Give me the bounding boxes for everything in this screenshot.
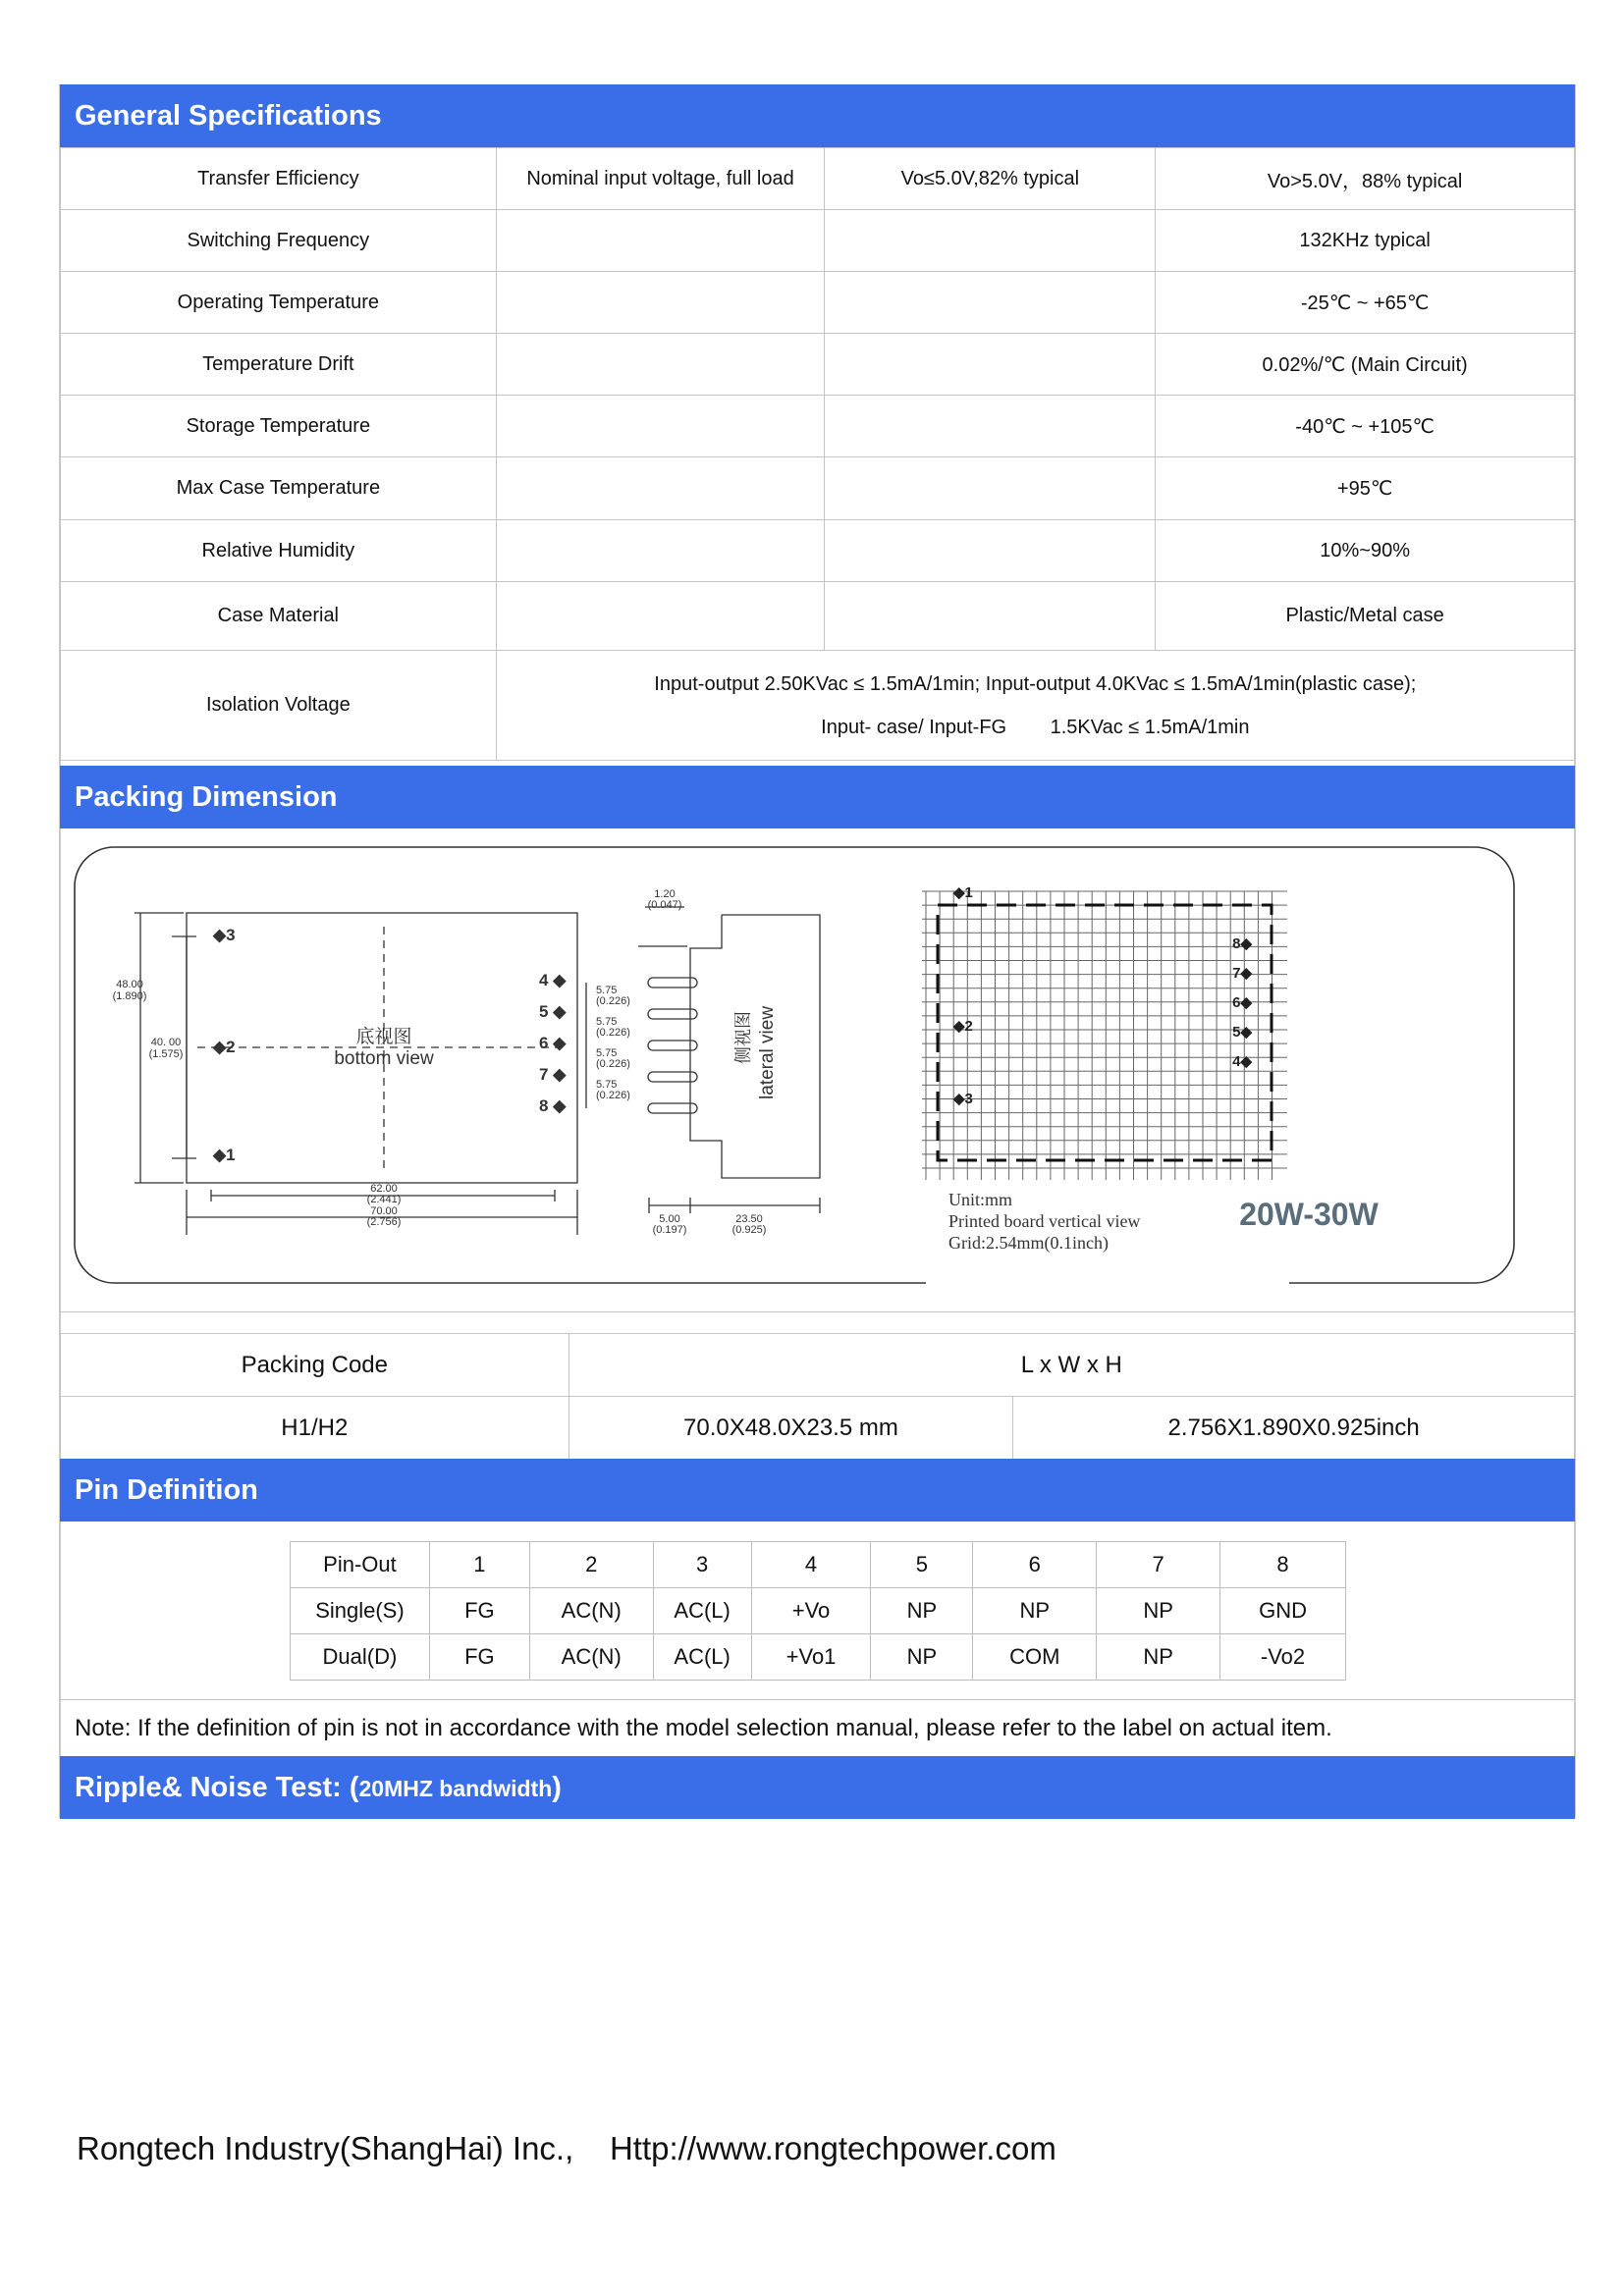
spec-value: -25℃ ~ +65℃: [1156, 272, 1575, 334]
pin-cell: +Vo1: [751, 1634, 871, 1681]
pin-row: [291, 1588, 1346, 1634]
spec-value: [496, 210, 825, 272]
ripple-title: Ripple& Noise Test: (: [75, 1772, 359, 1803]
spec-value: [496, 334, 825, 396]
pin-7-label: 7 ◆: [539, 1065, 567, 1084]
pitch-3-in: (0.226): [596, 1058, 630, 1070]
isolation-line-1: Input-output 2.50KVac ≤ 1.5mA/1min; Input-output 4.0KVac ≤ 1.5mA/1min(plastic case);: [654, 672, 1417, 695]
unit-text: Unit:mm: [948, 1190, 1013, 1209]
pin-4-label: 4 ◆: [539, 971, 567, 989]
spec-value: [825, 457, 1156, 520]
spec-value: [825, 334, 1156, 396]
pin-1-label: ◆1: [213, 1146, 236, 1164]
spec-row: [61, 457, 1575, 520]
pin-row: [291, 1634, 1346, 1681]
spec-value: 10%~90%: [1156, 520, 1575, 582]
ripple-noise-heading: [60, 1756, 1575, 1819]
spec-value: -40℃ ~ +105℃: [1156, 396, 1575, 457]
pin-header-row: [291, 1542, 1346, 1588]
pin-8-label: 8 ◆: [539, 1096, 567, 1115]
pin-cell: Dual(D): [291, 1634, 430, 1681]
lwh-header: L x W x H: [568, 1334, 1574, 1397]
grid-pin-label: 8◆: [1232, 935, 1252, 952]
spec-value: [825, 396, 1156, 457]
spec-value: Vo>5.0V，88% typical: [1156, 148, 1575, 210]
section-divider: [60, 1311, 1575, 1312]
spec-value: 132KHz typical: [1156, 210, 1575, 272]
dim-70-in: (2.756): [366, 1216, 402, 1228]
grid-pin-label: 7◆: [1232, 965, 1252, 982]
packing-mm-value: 70.0X48.0X23.5 mm: [568, 1397, 1013, 1460]
pin-cell: 7: [1097, 1542, 1220, 1588]
pin-note: Note: If the definition of pin is not in accordance with the model selection manual, please refer to the label on actual item.: [60, 1699, 1575, 1756]
bottom-view: [135, 913, 577, 1235]
lateral-view-cn: 侧视图: [733, 1011, 753, 1064]
spec-row: [61, 272, 1575, 334]
pin-cell: FG: [429, 1634, 529, 1681]
spec-value: [496, 582, 825, 651]
dim-48: 48.00: [116, 979, 143, 990]
model-range: 20W-30W: [1239, 1197, 1379, 1232]
spec-row: [61, 396, 1575, 457]
pin-cell: COM: [973, 1634, 1097, 1681]
spec-row: [61, 520, 1575, 582]
pin-cell: +Vo: [751, 1588, 871, 1634]
pin-cell: 1: [429, 1542, 529, 1588]
bottom-view-en: bottom view: [334, 1048, 434, 1069]
pitch-1: 5.75: [596, 985, 618, 996]
pin-cell: Pin-Out: [291, 1542, 430, 1588]
pin-cell: FG: [429, 1588, 529, 1634]
spec-value: [496, 457, 825, 520]
dim-48-in: (1.890): [112, 990, 147, 1002]
pin-cell: 3: [653, 1542, 751, 1588]
pin-cell: NP: [1097, 1634, 1220, 1681]
spec-value: [496, 272, 825, 334]
pin-cell: AC(N): [529, 1634, 653, 1681]
spec-value: [496, 396, 825, 457]
ripple-close: ): [552, 1772, 562, 1803]
spec-row-isolation: [61, 651, 1575, 761]
grid-pin-label: ◆1: [953, 884, 973, 901]
pin-cell: 5: [871, 1542, 973, 1588]
isolation-line-2: Input- case/ Input-FG 1.5KVac ≤ 1.5mA/1min: [821, 716, 1250, 738]
general-spec-table: [60, 147, 1575, 761]
spec-label: Storage Temperature: [61, 396, 497, 457]
spec-label: Case Material: [61, 582, 497, 651]
spec-value: [825, 210, 1156, 272]
dim-62: 62.00: [370, 1183, 398, 1195]
spec-value: Plastic/Metal case: [1156, 582, 1575, 651]
pin-2-label: ◆2: [213, 1038, 236, 1056]
footer: [77, 2130, 1056, 2167]
dim-40-in: (1.575): [148, 1048, 184, 1060]
dim-70: 70.00: [370, 1205, 398, 1217]
pin-cell: AC(L): [653, 1634, 751, 1681]
packing-dimension-heading: Packing Dimension: [60, 766, 1575, 828]
pin-3-label: ◆3: [213, 926, 236, 944]
spec-label: Isolation Voltage: [61, 651, 497, 761]
spec-label: Switching Frequency: [61, 210, 497, 272]
packing-drawing: [74, 846, 1517, 1286]
isolation-value: [496, 651, 1574, 761]
pin-cell: NP: [871, 1588, 973, 1634]
spec-label: Relative Humidity: [61, 520, 497, 582]
pitch-4-in: (0.226): [596, 1090, 630, 1101]
dim-40: 40. 00: [150, 1037, 182, 1048]
packing-inch-value: 2.756X1.890X0.925inch: [1013, 1397, 1575, 1460]
spec-label: Transfer Efficiency: [61, 148, 497, 210]
pcb-outline: [938, 905, 1272, 1160]
dim-62-in: (2.441): [366, 1194, 402, 1205]
pin-cell: 2: [529, 1542, 653, 1588]
grid-pin-label: 5◆: [1232, 1024, 1252, 1041]
pin-cell: NP: [973, 1588, 1097, 1634]
pitch-2-in: (0.226): [596, 1027, 630, 1039]
spec-value: 0.02%/℃ (Main Circuit): [1156, 334, 1575, 396]
spec-value: Nominal input voltage, full load: [496, 148, 825, 210]
dim-23-5: 23.50: [735, 1213, 763, 1225]
spec-row: [61, 148, 1575, 210]
bottom-view-cn: 底视图: [355, 1027, 412, 1047]
footer-url[interactable]: Http://www.rongtechpower.com: [609, 2130, 1056, 2166]
dim-5-in: (0.197): [652, 1224, 687, 1236]
pin-cell: 8: [1220, 1542, 1346, 1588]
footer-company: Rongtech Industry(ShangHai) Inc.,: [77, 2130, 574, 2166]
pitch-1-in: (0.226): [596, 995, 630, 1007]
spec-value: [825, 272, 1156, 334]
grid-pin-label: ◆3: [953, 1091, 973, 1107]
packing-code-value: H1/H2: [61, 1397, 569, 1460]
dim-5: 5.00: [659, 1213, 680, 1225]
pin-definition-table: [290, 1541, 1346, 1681]
dim-1-20: 1.20: [654, 888, 676, 900]
pin-cell: Single(S): [291, 1588, 430, 1634]
pin-cell: AC(L): [653, 1588, 751, 1634]
pin-definition-heading: Pin Definition: [60, 1459, 1575, 1522]
spec-row: [61, 582, 1575, 651]
spec-label: Operating Temperature: [61, 272, 497, 334]
spec-value: +95℃: [1156, 457, 1575, 520]
grid-text: Grid:2.54mm(0.1inch): [948, 1233, 1109, 1253]
spec-row: [61, 210, 1575, 272]
grid-pin-label: ◆2: [953, 1018, 973, 1035]
grid-pin-label: 4◆: [1232, 1053, 1252, 1070]
packing-code-table: [60, 1333, 1575, 1460]
spec-value: [825, 520, 1156, 582]
pitch-4: 5.75: [596, 1079, 618, 1091]
ripple-bandwidth: 20MHZ bandwidth: [358, 1776, 553, 1801]
pin-cell: NP: [1097, 1588, 1220, 1634]
packing-code-header: Packing Code: [61, 1334, 569, 1397]
pin-cell: 4: [751, 1542, 871, 1588]
pin-cell: AC(N): [529, 1588, 653, 1634]
pin-cell: -Vo2: [1220, 1634, 1346, 1681]
dim-1-20-in: (0.047): [647, 899, 682, 911]
spec-label: Max Case Temperature: [61, 457, 497, 520]
pin-cell: GND: [1220, 1588, 1346, 1634]
pin-6-label: 6 ◆: [539, 1034, 567, 1052]
grid-pin-label: 6◆: [1232, 994, 1252, 1011]
lateral-view-en: lateral view: [757, 1005, 778, 1099]
view-text: Printed board vertical view: [948, 1211, 1141, 1231]
pin-5-label: 5 ◆: [539, 1002, 567, 1021]
spec-value: [825, 582, 1156, 651]
pin-cell: NP: [871, 1634, 973, 1681]
pitch-2: 5.75: [596, 1016, 618, 1028]
spec-value: Vo≤5.0V,82% typical: [825, 148, 1156, 210]
spec-value: [496, 520, 825, 582]
spec-row: [61, 334, 1575, 396]
general-spec-heading: General Specifications: [60, 84, 1575, 147]
dim-23-5-in: (0.925): [731, 1224, 767, 1236]
spec-label: Temperature Drift: [61, 334, 497, 396]
pin-cell: 6: [973, 1542, 1097, 1588]
pitch-3: 5.75: [596, 1047, 618, 1059]
